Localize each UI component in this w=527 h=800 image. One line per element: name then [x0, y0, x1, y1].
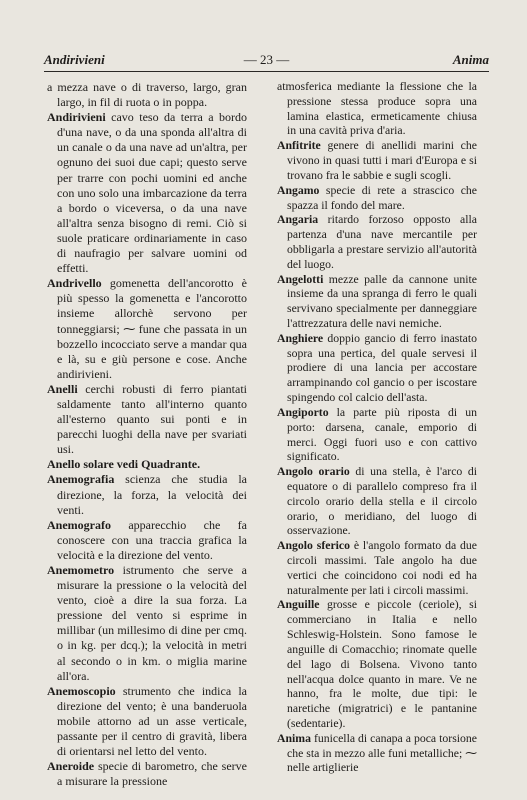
running-header — [44, 52, 489, 70]
dictionary-entry — [47, 563, 247, 684]
entry-definition: a mezza nave o di traverso, largo, gran largo, in fil di ruota o in poppa. — [47, 80, 247, 110]
entry-term: Angamo — [277, 183, 320, 197]
entry-term: Angolo orario — [277, 465, 350, 479]
entry-term: Anfitrite — [277, 139, 321, 153]
entry-term: Angelotti — [277, 272, 324, 286]
header-last-entry: Anima — [452, 52, 489, 67]
dictionary-entry — [47, 110, 247, 276]
header-first-entry: Andirivieni — [44, 52, 105, 67]
entry-definition: specie di barometro, che serve a misurare la pressione — [57, 759, 247, 789]
right-column — [277, 80, 477, 776]
entry-term: Angolo sferico — [277, 539, 351, 553]
dictionary-entry — [277, 406, 477, 465]
dictionary-entry — [47, 472, 247, 517]
dictionary-entry — [47, 457, 247, 472]
entry-term: Anemografo — [47, 517, 111, 532]
dictionary-entry — [47, 80, 247, 110]
dictionary-entry — [47, 518, 247, 563]
entry-definition: istrumento che serve a misurare la pressione o la velocità del vento, cioè a dire la sua forza. La pressione del vento si esprime in millibar (un millesimo di dine per cmq. o in kg. per dcq.); la velocità in metri al secondo o in km. o miglia marine all'ora. — [57, 563, 247, 683]
dictionary-entry — [277, 732, 477, 776]
dictionary-entry — [277, 539, 477, 598]
entry-term: Anguille — [277, 598, 320, 612]
entry-definition: gomenetta dell'ancorotto è più spesso la gomenetta e l'ancorotto insieme allorchè servono per tonneggiarsi; ⁓ fune che passata in un bozzello incocciato serve a mandar qua e là, su e giù persone e cose. Anche andirivieni. — [57, 276, 247, 381]
dictionary-entry — [47, 382, 247, 457]
page-number: — 23 — — [243, 52, 290, 67]
entry-definition: specie di rete a strascico che spazza il fondo del mare. — [287, 183, 477, 212]
entry-term: Anemometro — [47, 563, 115, 577]
dictionary-entry — [277, 465, 477, 539]
entry-definition: cerchi robusti di ferro piantati saldamente tanto all'interno quanto all'esterno quanto sui ponti e in parecchi luoghi della nave per svariati usi. — [57, 381, 247, 457]
entry-term: Anello solare — [47, 457, 114, 472]
dictionary-entry — [47, 276, 247, 382]
dictionary-entry — [277, 213, 477, 272]
dictionary-entry — [277, 273, 477, 332]
entry-definition: doppio gancio di ferro inastato sopra una pertica, del quale servesi il prodiere di una lancia per accostare arrampinando col gancio o per iscostare spingendo col calcio dell'asta. — [287, 331, 477, 405]
entry-definition: atmosferica mediante la flessione che la pressione stessa produce sopra una lamina elastica, ermeticamente chiusa in una cavità priva d'aria. — [277, 80, 477, 138]
dictionary-entry — [277, 598, 477, 731]
entry-term: Anima — [277, 731, 311, 745]
entry-definition: è l'angolo formato da due circoli massimi. Tale angolo ha due vertici che coincidono coi nodi ed ha naturalmente per lati i circoli massimi. — [287, 539, 477, 597]
left-column — [47, 80, 247, 789]
dictionary-entry — [277, 332, 477, 406]
entry-definition: genere di anellidi marini che vivono in quasi tutti i mari d'Europa e si trovano fra le sabbie e sugli scogli. — [287, 139, 477, 182]
entry-term: Andrivello — [47, 276, 102, 291]
entry-definition: funicella di canapa a poca torsione che sta in mezzo alle funi metalliche; ⁓ nelle artiglierie — [287, 731, 477, 775]
entry-definition: cavo teso da terra a bordo d'una nave, o da una sponda all'altra di un canale o da una nave ad un'altra, per ognuno dei suoi due capi; questo serve per trarre con pochi uomini ed anche con uno solo una imbarcazione da terra a bordo o viceversa, o da una nave all'altra senza bisogno di remi. Ciò si suole praticare ordinariamente in caso di naufragio per salvare uomini od effetti. — [57, 110, 247, 276]
entry-definition: mezze palle da cannone unite insieme da una spranga di ferro le quali servivano specialmente per danneggiare l'attrezzatura delle navi nemiche. — [287, 272, 477, 330]
dictionary-entry — [277, 139, 477, 183]
entry-term: Anelli — [47, 381, 78, 396]
entry-term: Anemoscopio — [47, 683, 116, 698]
dictionary-entry — [277, 80, 477, 139]
entry-definition: ritardo forzoso opposto alla partenza d'una nave mercantile per obbligarla a prestare servizio all'autorità del luogo. — [287, 213, 477, 271]
dictionary-entry — [277, 184, 477, 214]
entry-definition: apparecchio che fa conoscere con una traccia grafica la velocità e la direzione del vento. — [57, 517, 247, 562]
entry-definition: scienza che studia la direzione, la forza, la velocità dei venti. — [57, 472, 247, 517]
dictionary-entry — [47, 684, 247, 759]
entry-definition: la parte più riposta di un porto: darsena, canale, emporio di merci. Oggi fuori uso e con cattivo significato. — [287, 405, 477, 464]
entry-term: Anemografia — [47, 472, 115, 487]
dictionary-entry — [47, 759, 247, 789]
entry-definition: strumento che indica la direzione del vento; è una banderuola mobile attorno ad un asse verticale, passante per il centro di gravità, libera di orientarsi nel letto del vento. — [57, 683, 247, 759]
entry-term: Angiporto — [277, 405, 329, 419]
entry-term: Angaria — [277, 213, 319, 227]
entry-definition: grosse e piccole (ceriole), si commerciano in Italia e nello Schleswig-Holstein. Sono famose le anguille di Comacchio; rinomate quelle del lago di Bolsena. Vivono tanto nell'acqua dolce quanto in mare. Ve ne hanno, fra le molte, due tipi: le naretiche (migratrici) e le pantanine (sedentarie). — [287, 598, 477, 730]
entry-definition: di una stella, è l'arco di equatore o di parallelo compreso fra il circolo orario della stella e il circolo orario, o meridiano, del luogo di osservazione. — [287, 465, 477, 538]
entry-term: Andirivieni — [47, 110, 106, 125]
entry-definition: vedi Quadrante. — [113, 457, 201, 472]
entry-term: Aneroide — [47, 759, 95, 774]
entry-term: Anghiere — [277, 331, 324, 345]
header-rule — [44, 71, 489, 72]
